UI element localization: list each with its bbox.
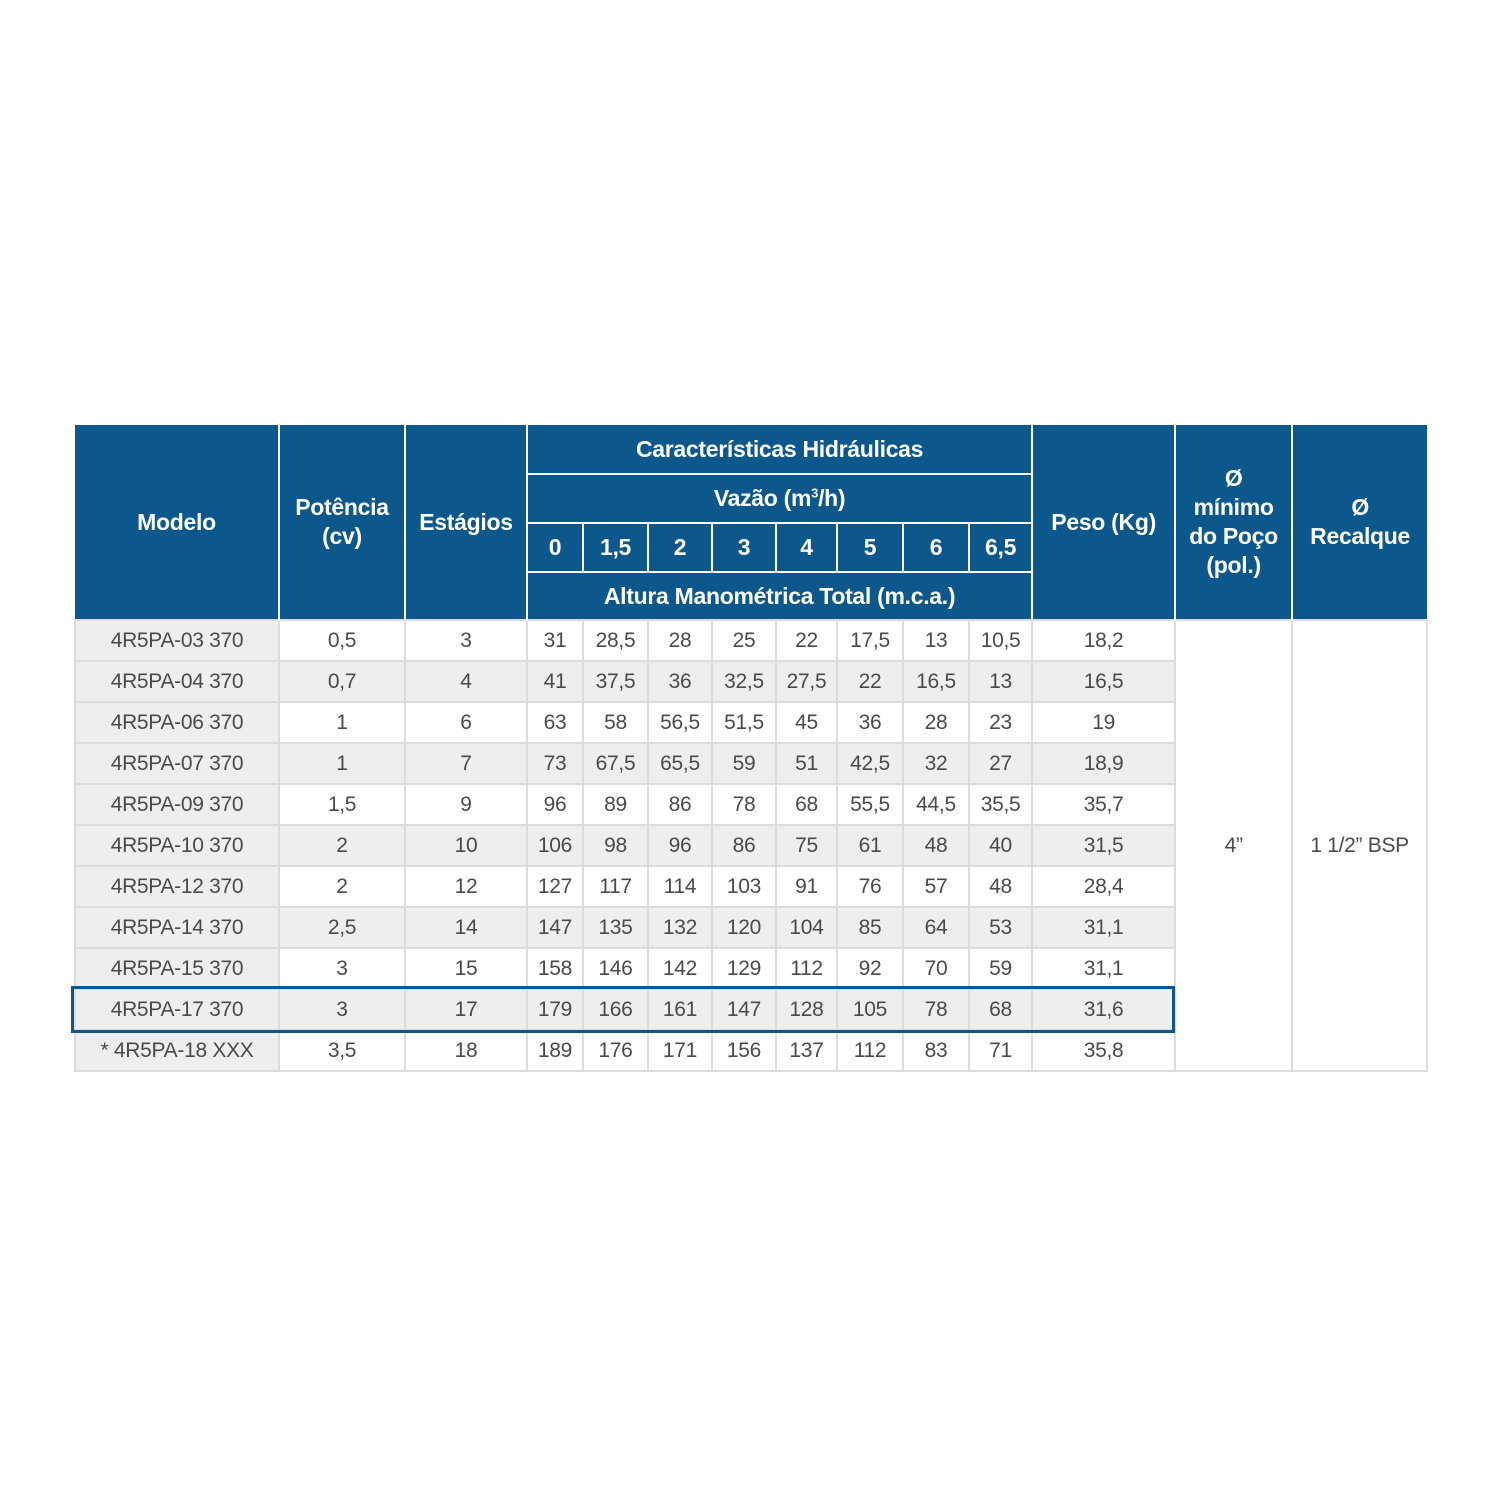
cell-head: 32 [903, 743, 969, 784]
cell-estagios: 4 [405, 661, 527, 702]
flow-value: 2 [648, 523, 712, 572]
cell-head: 42,5 [837, 743, 903, 784]
cell-head: 176 [583, 1030, 648, 1071]
cell-head: 98 [583, 825, 648, 866]
flow-value: 6,5 [969, 523, 1032, 572]
cell-head: 36 [648, 661, 712, 702]
cell-estagios: 14 [405, 907, 527, 948]
cell-potencia: 2,5 [279, 907, 405, 948]
cell-potencia: 1 [279, 702, 405, 743]
cell-head: 147 [712, 989, 776, 1030]
cell-modelo: 4R5PA-04 370 [75, 661, 279, 702]
cell-head: 114 [648, 866, 712, 907]
header-altura: Altura Manométrica Total (m.c.a.) [527, 572, 1032, 620]
cell-head: 117 [583, 866, 648, 907]
cell-estagios: 7 [405, 743, 527, 784]
cell-head: 158 [527, 948, 583, 989]
cell-head: 36 [837, 702, 903, 743]
cell-head: 28 [648, 620, 712, 661]
header-recalque [1292, 425, 1427, 620]
cell-head: 146 [583, 948, 648, 989]
cell-head: 75 [776, 825, 837, 866]
cell-estagios: 10 [405, 825, 527, 866]
cell-potencia: 2 [279, 825, 405, 866]
cell-peso: 31,1 [1032, 948, 1175, 989]
cell-head: 105 [837, 989, 903, 1030]
cell-head: 156 [712, 1030, 776, 1071]
cell-peso: 19 [1032, 702, 1175, 743]
header-recalque-label: Recalque [1310, 523, 1411, 549]
cell-modelo: 4R5PA-03 370 [75, 620, 279, 661]
cell-modelo: 4R5PA-12 370 [75, 866, 279, 907]
cell-head: 27 [969, 743, 1032, 784]
cell-modelo: 4R5PA-17 370 [75, 989, 279, 1030]
cell-peso: 35,7 [1032, 784, 1175, 825]
cell-head: 189 [527, 1030, 583, 1071]
cell-head: 86 [712, 825, 776, 866]
cell-head: 91 [776, 866, 837, 907]
cell-head: 132 [648, 907, 712, 948]
cell-head: 166 [583, 989, 648, 1030]
header-peso: Peso (Kg) [1032, 425, 1175, 620]
cell-head: 32,5 [712, 661, 776, 702]
header-vazao-prefix: Vazão (m [713, 485, 812, 511]
cell-head: 10,5 [969, 620, 1032, 661]
cell-estagios: 3 [405, 620, 527, 661]
cell-head: 73 [527, 743, 583, 784]
cell-head: 51 [776, 743, 837, 784]
cell-head: 78 [903, 989, 969, 1030]
cell-head: 22 [837, 661, 903, 702]
cell-head: 37,5 [583, 661, 648, 702]
cell-head: 45 [776, 702, 837, 743]
header-vazao-sup: 3 [811, 485, 819, 501]
flow-value: 6 [903, 523, 969, 572]
cell-head: 137 [776, 1030, 837, 1071]
header-vazao-suffix: /h) [818, 485, 846, 511]
cell-estagios: 9 [405, 784, 527, 825]
header-modelo: Modelo [75, 425, 279, 620]
cell-head: 13 [903, 620, 969, 661]
header-recalque-symbol: Ø [1351, 494, 1369, 520]
cell-estagios: 12 [405, 866, 527, 907]
cell-head: 92 [837, 948, 903, 989]
cell-head: 17,5 [837, 620, 903, 661]
flow-value: 1,5 [583, 523, 648, 572]
cell-head: 68 [776, 784, 837, 825]
cell-head: 71 [969, 1030, 1032, 1071]
cell-modelo: 4R5PA-09 370 [75, 784, 279, 825]
cell-head: 57 [903, 866, 969, 907]
cell-head: 112 [776, 948, 837, 989]
cell-potencia: 0,5 [279, 620, 405, 661]
header-poco [1175, 425, 1292, 620]
header-potencia-unit: (cv) [322, 523, 362, 549]
cell-head: 135 [583, 907, 648, 948]
cell-potencia: 3 [279, 948, 405, 989]
cell-head: 61 [837, 825, 903, 866]
header-potencia [279, 425, 405, 620]
cell-peso: 35,8 [1032, 1030, 1175, 1071]
cell-potencia: 2 [279, 866, 405, 907]
cell-head: 27,5 [776, 661, 837, 702]
cell-head: 76 [837, 866, 903, 907]
cell-peso: 28,4 [1032, 866, 1175, 907]
cell-head: 44,5 [903, 784, 969, 825]
cell-head: 103 [712, 866, 776, 907]
cell-modelo: 4R5PA-10 370 [75, 825, 279, 866]
cell-potencia: 1 [279, 743, 405, 784]
cell-modelo: 4R5PA-14 370 [75, 907, 279, 948]
cell-potencia: 3,5 [279, 1030, 405, 1071]
cell-head: 59 [969, 948, 1032, 989]
cell-head: 13 [969, 661, 1032, 702]
cell-head: 68 [969, 989, 1032, 1030]
cell-head: 41 [527, 661, 583, 702]
cell-head: 129 [712, 948, 776, 989]
cell-head: 106 [527, 825, 583, 866]
cell-head: 48 [903, 825, 969, 866]
pump-spec-table [74, 425, 1428, 1072]
cell-head: 147 [527, 907, 583, 948]
cell-potencia: 1,5 [279, 784, 405, 825]
cell-head: 83 [903, 1030, 969, 1071]
cell-head: 161 [648, 989, 712, 1030]
cell-modelo: 4R5PA-06 370 [75, 702, 279, 743]
cell-head: 171 [648, 1030, 712, 1071]
header-poco-line2: mínimo [1193, 494, 1274, 520]
cell-head: 40 [969, 825, 1032, 866]
cell-modelo: * 4R5PA-18 XXX [75, 1030, 279, 1071]
cell-head: 63 [527, 702, 583, 743]
cell-estagios: 15 [405, 948, 527, 989]
cell-recalque-merged: 1 1/2” BSP [1292, 620, 1427, 1071]
cell-head: 16,5 [903, 661, 969, 702]
table-body [75, 620, 1427, 1071]
cell-estagios: 17 [405, 989, 527, 1030]
cell-head: 142 [648, 948, 712, 989]
cell-head: 56,5 [648, 702, 712, 743]
cell-potencia: 3 [279, 989, 405, 1030]
cell-head: 25 [712, 620, 776, 661]
cell-head: 58 [583, 702, 648, 743]
header-caracteristicas: Características Hidráulicas [527, 425, 1032, 474]
cell-head: 55,5 [837, 784, 903, 825]
table-header [75, 425, 1427, 620]
cell-modelo: 4R5PA-07 370 [75, 743, 279, 784]
cell-head: 78 [712, 784, 776, 825]
cell-head: 96 [648, 825, 712, 866]
table-row [75, 620, 1427, 661]
cell-head: 35,5 [969, 784, 1032, 825]
cell-head: 128 [776, 989, 837, 1030]
header-potencia-label: Potência [295, 494, 389, 520]
cell-head: 120 [712, 907, 776, 948]
cell-modelo: 4R5PA-15 370 [75, 948, 279, 989]
cell-head: 28,5 [583, 620, 648, 661]
cell-head: 179 [527, 989, 583, 1030]
cell-estagios: 18 [405, 1030, 527, 1071]
cell-peso: 31,6 [1032, 989, 1175, 1030]
header-poco-line4: (pol.) [1206, 552, 1261, 578]
cell-peso: 18,9 [1032, 743, 1175, 784]
cell-head: 64 [903, 907, 969, 948]
cell-peso: 18,2 [1032, 620, 1175, 661]
header-poco-line3: do Poço [1189, 523, 1278, 549]
cell-head: 96 [527, 784, 583, 825]
flow-value: 0 [527, 523, 583, 572]
cell-head: 59 [712, 743, 776, 784]
cell-head: 112 [837, 1030, 903, 1071]
cell-head: 67,5 [583, 743, 648, 784]
cell-poco-merged: 4” [1175, 620, 1292, 1071]
cell-head: 89 [583, 784, 648, 825]
cell-peso: 16,5 [1032, 661, 1175, 702]
header-estagios: Estágios [405, 425, 527, 620]
cell-head: 22 [776, 620, 837, 661]
cell-head: 104 [776, 907, 837, 948]
cell-head: 70 [903, 948, 969, 989]
cell-head: 65,5 [648, 743, 712, 784]
cell-head: 28 [903, 702, 969, 743]
header-vazao [527, 474, 1032, 523]
cell-head: 85 [837, 907, 903, 948]
cell-peso: 31,1 [1032, 907, 1175, 948]
cell-peso: 31,5 [1032, 825, 1175, 866]
cell-head: 53 [969, 907, 1032, 948]
flow-value: 3 [712, 523, 776, 572]
cell-head: 86 [648, 784, 712, 825]
cell-head: 23 [969, 702, 1032, 743]
header-poco-symbol: Ø [1224, 465, 1243, 491]
cell-head: 127 [527, 866, 583, 907]
cell-head: 51,5 [712, 702, 776, 743]
flow-value: 5 [837, 523, 903, 572]
cell-head: 48 [969, 866, 1032, 907]
flow-value: 4 [776, 523, 837, 572]
cell-potencia: 0,7 [279, 661, 405, 702]
cell-head: 31 [527, 620, 583, 661]
cell-estagios: 6 [405, 702, 527, 743]
